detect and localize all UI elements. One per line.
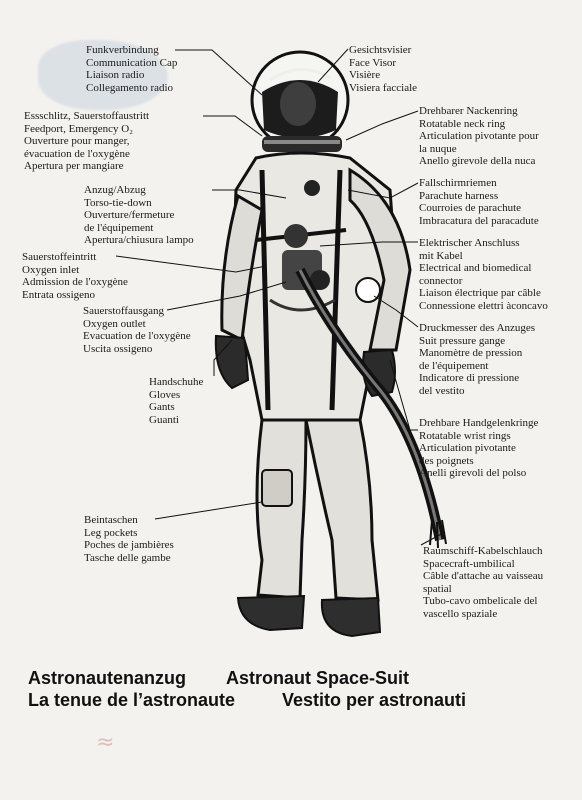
label-suit-pressure-gauge <box>419 322 535 398</box>
label-line: Oxygen outlet <box>83 317 146 330</box>
label-line: Sauerstoffausgang <box>83 305 165 317</box>
label-line: Rotatable neck ring <box>419 117 506 130</box>
label-oxygen-outlet <box>83 305 191 355</box>
label-line: Uscita ossigeno <box>83 342 153 355</box>
label-line: Imbracatura del paracadute <box>419 214 539 227</box>
label-torso-tie-down <box>84 184 194 247</box>
label-line: Leg pockets <box>84 526 138 539</box>
label-electrical-connector <box>419 237 548 313</box>
label-leg-pockets <box>84 514 174 564</box>
label-line: Communication Cap <box>86 56 178 69</box>
label-feedport <box>24 110 149 173</box>
label-line: Drehbare Handgelenkringe <box>419 417 539 429</box>
label-line: Articulation pivotante <box>419 442 516 455</box>
label-line: des poignets <box>419 454 474 467</box>
label-face-visor <box>349 44 417 94</box>
label-line: Druckmesser des Anzuges <box>419 322 536 334</box>
label-line: Gesichtsvisier <box>349 44 412 56</box>
label-line: Admission de l'oxygène <box>22 276 128 289</box>
label-line: Suit pressure gange <box>419 334 506 347</box>
label-line: mit Kabel <box>419 249 463 262</box>
faint-pencil-scribble: ≈ <box>96 730 115 755</box>
label-line: Fallschirmriemen <box>419 177 497 189</box>
label-line: Entrata ossigeno <box>22 288 96 301</box>
label-spacecraft-umbilical <box>423 545 543 621</box>
label-line: Gloves <box>149 388 181 401</box>
label-line: Elektrischer Anschluss <box>419 237 520 249</box>
title-french: La tenue de l’astronaute <box>28 690 236 710</box>
label-line: Connessione elettri àconcavo <box>419 299 548 312</box>
label-line: Parachute harness <box>419 189 499 202</box>
label-line: Visière <box>349 69 381 82</box>
label-neck-ring <box>419 105 539 168</box>
label-line: del vestito <box>419 384 465 397</box>
label-wrist-rings <box>419 417 538 480</box>
label-line: Anelli girevoli del polso <box>419 467 527 480</box>
label-line: Spacecraft-umbilical <box>423 557 515 570</box>
label-line: Tasche delle gambe <box>84 551 171 564</box>
label-line: connector <box>419 274 463 287</box>
label-line: Manomètre de pression <box>419 347 523 360</box>
label-line: Ouverture/fermeture <box>84 209 175 222</box>
label-line: Visiera facciale <box>349 81 418 94</box>
label-line: Apertura per mangiare <box>24 160 124 173</box>
label-line: Liaison radio <box>86 69 145 82</box>
label-line: Rotatable wrist rings <box>419 429 511 442</box>
title-italian: Vestito per astronauti <box>282 690 467 710</box>
label-line: de l'équipement <box>419 359 489 372</box>
label-line: Feedport, Emergency O₂ <box>24 122 134 135</box>
label-line: de l'équipement <box>84 221 154 234</box>
label-line: Oxygen inlet <box>22 263 80 276</box>
label-line: Funkverbindung <box>86 44 159 56</box>
label-line: Electrical and biomedical <box>419 262 532 275</box>
label-gloves <box>149 376 203 426</box>
label-line: évacuation de l'oxygène <box>24 147 130 160</box>
label-oxygen-inlet <box>22 251 128 301</box>
label-line: Anello girevole della nuca <box>419 155 536 168</box>
label-line: Apertura/chiusura lampo <box>84 234 194 247</box>
label-line: Câble d'attache au vaisseau <box>423 570 544 583</box>
label-communication-cap <box>86 44 177 94</box>
label-line: Drehbarer Nackenring <box>419 105 518 117</box>
label-line: la nuque <box>419 142 457 155</box>
legs <box>238 420 380 636</box>
label-line: Essschlitz, Sauerstoffaustritt <box>24 110 150 122</box>
label-line: Courroies de parachute <box>419 202 522 215</box>
label-line: Collegamento radio <box>86 81 174 94</box>
label-line: Sauerstoffeintritt <box>22 251 97 263</box>
title-english: Astronaut Space-Suit <box>226 668 410 688</box>
label-line: Face Visor <box>349 56 397 69</box>
label-line: vascello spaziale <box>423 607 498 620</box>
title-german: Astronautenanzug <box>28 668 187 688</box>
label-line: Articulation pivotante pour <box>419 130 539 143</box>
label-line: Poches de jambières <box>84 539 174 552</box>
label-line: Guanti <box>149 413 179 426</box>
label-line: Gants <box>149 401 175 414</box>
label-line: Raumschiff-Kabelschlauch <box>423 545 543 557</box>
label-line: Torso-tie-down <box>84 196 152 209</box>
label-line: Anzug/Abzug <box>84 184 146 196</box>
label-line: Liaison électrique par câble <box>419 287 541 300</box>
label-line: Ouverture pour manger, <box>24 135 130 148</box>
helmet <box>252 52 348 152</box>
label-line: Beintaschen <box>84 514 138 526</box>
label-line: spatial <box>423 582 452 595</box>
label-line: Tubo-cavo ombelicale del <box>423 595 538 608</box>
label-line: Indicatore di pressione <box>419 372 520 385</box>
label-line: Evacuation de l'oxygène <box>83 330 191 343</box>
label-line: Handschuhe <box>149 376 204 388</box>
label-parachute-harness <box>419 177 539 227</box>
